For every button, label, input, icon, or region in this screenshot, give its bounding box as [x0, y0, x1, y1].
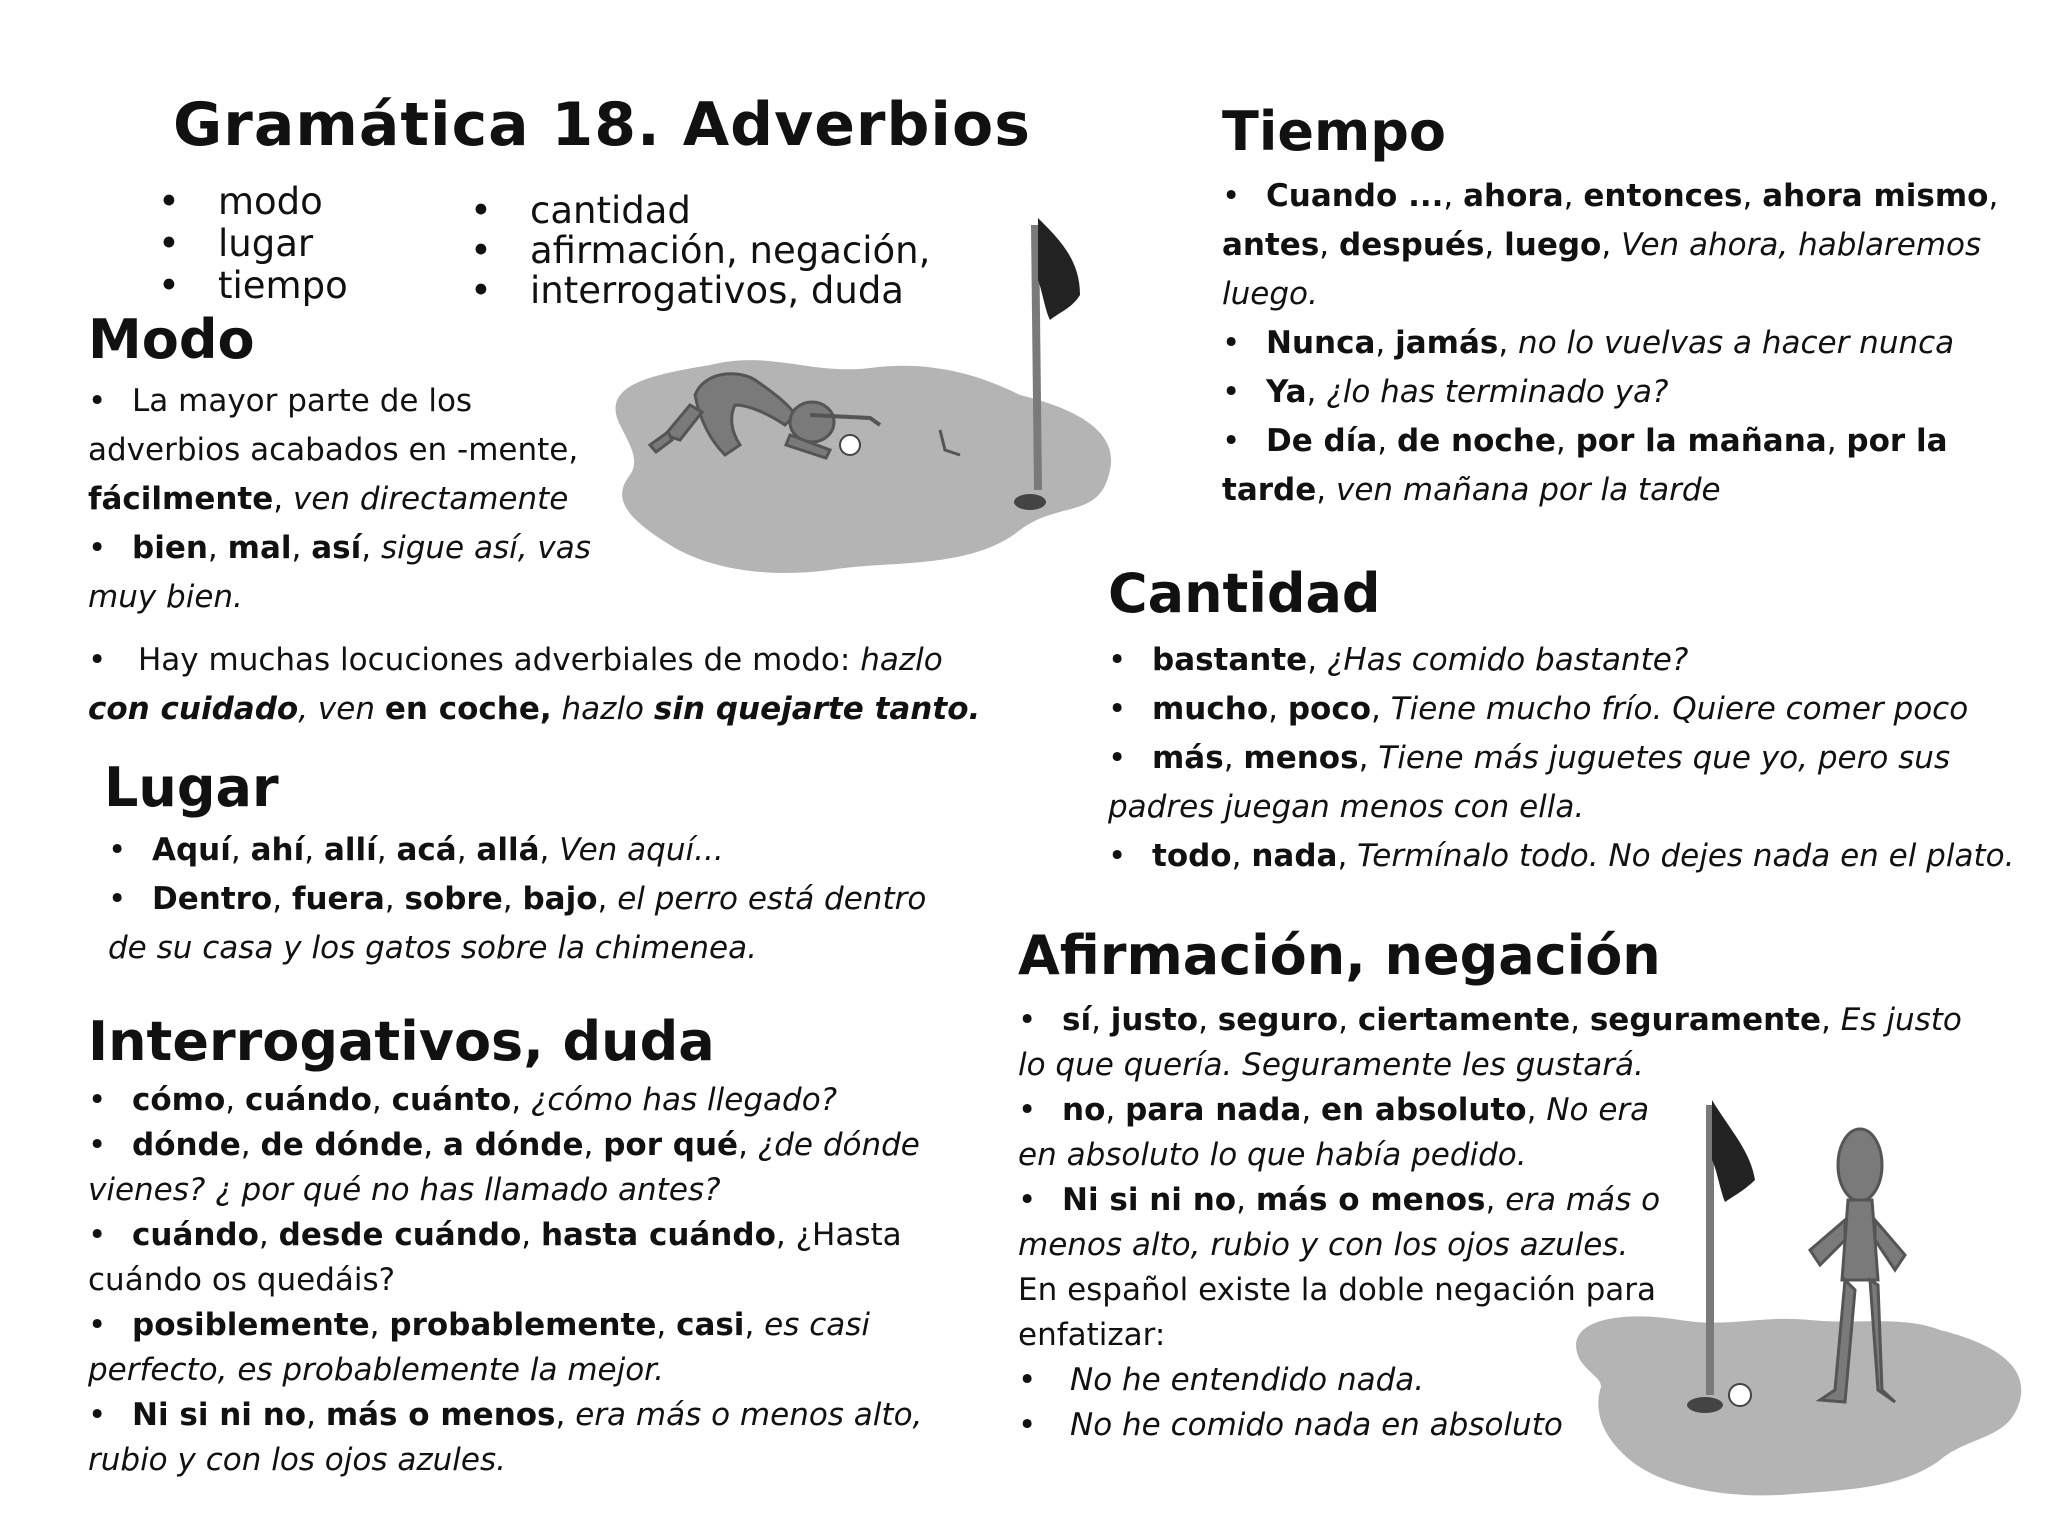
golf-ball	[1729, 1384, 1751, 1406]
list-item: • afirmación, negación,	[470, 229, 931, 272]
lugar-text: • Aquí, ahí, allí, acá, allá, Ven aquí... • Dentro, fuera, sobre, bajo, el perro está dentro de su casa y los gatos sobre la chimenea.	[108, 832, 927, 966]
modo-locuciones: • Hay muchas locuciones adverbiales de modo: hazlo con cuidado, ven en coche, hazlo sin quejarte tanto.	[88, 642, 981, 727]
heading-tiempo: Tiempo	[1222, 100, 1446, 163]
flag-icon	[1712, 1100, 1755, 1202]
list-item: • cantidad	[470, 189, 691, 232]
interrogativos-text: • cómo, cuándo, cuánto, ¿cómo has llegado? • dónde, de dónde, a dónde, por qué, ¿de dónde vienes? ¿ por qué no has llamado antes? • cuándo, desde cuándo, hasta cuándo, ¿Hasta cuándo os quedáis? • posiblemente, probablemente, casi, es casi perfecto, es probablemente la mejor. • Ni si ni no, más o menos, era más o menos alto, rubio y con los ojos azules.	[88, 1082, 923, 1478]
heading-interrogativos: Interrogativos, duda	[88, 1010, 715, 1073]
flag-icon	[1038, 218, 1080, 320]
green-puddle	[1576, 1316, 2021, 1495]
golf-ball	[840, 435, 860, 455]
afirmacion-text: • sí, justo, seguro, ciertamente, seguramente, Es justo lo que quería. Seguramente les gustará. • no, para nada, en absoluto, No era en absoluto lo que había pedido. • Ni si ni no, más o menos, era más o menos alto, rubio y con los ojos azules. En español existe la doble negación para enfatizar: • No he entendido nada. • No he comido nada en absoluto	[1018, 1002, 1962, 1443]
cantidad-text: • bastante, ¿Has comido bastante? • mucho, poco, Tiene mucho frío. Quiere comer poco • más, menos, Tiene más juguetes que yo, pero sus padres juegan menos con ella. • todo, nada, Termínalo todo. No dejes nada en el plato.	[1108, 642, 2015, 874]
golfer-kneeling-illustration	[590, 200, 1130, 580]
golfer-standing-illustration	[1560, 1090, 2040, 1510]
list-item: • modo	[158, 180, 323, 223]
list-item: • interrogativos, duda	[470, 269, 904, 312]
page-title: Gramática 18. Adverbios	[173, 90, 1031, 160]
list-item: • tiempo	[158, 264, 348, 307]
heading-afirmacion: Afirmación, negación	[1018, 924, 1661, 987]
heading-cantidad: Cantidad	[1108, 562, 1381, 625]
overview-list-1	[158, 181, 348, 307]
heading-modo: Modo	[88, 308, 255, 371]
modo-text: • La mayor parte de los adverbios acabados en -mente, fácilmente, ven directamente • bien, mal, así, sigue así, vas muy bien.	[88, 383, 591, 615]
hole	[1687, 1397, 1723, 1413]
list-item: • lugar	[158, 222, 314, 265]
hole	[1014, 494, 1046, 510]
flag-pole	[1035, 225, 1038, 490]
tiempo-text: • Cuando ..., ahora, entonces, ahora mismo, antes, después, luego, Ven ahora, hablaremos luego. • Nunca, jamás, no lo vuelvas a hacer nunca • Ya, ¿lo has terminado ya? • De día, de noche, por la mañana, por la tarde, ven mañana por la tarde	[1222, 178, 1999, 508]
heading-lugar: Lugar	[104, 756, 279, 819]
